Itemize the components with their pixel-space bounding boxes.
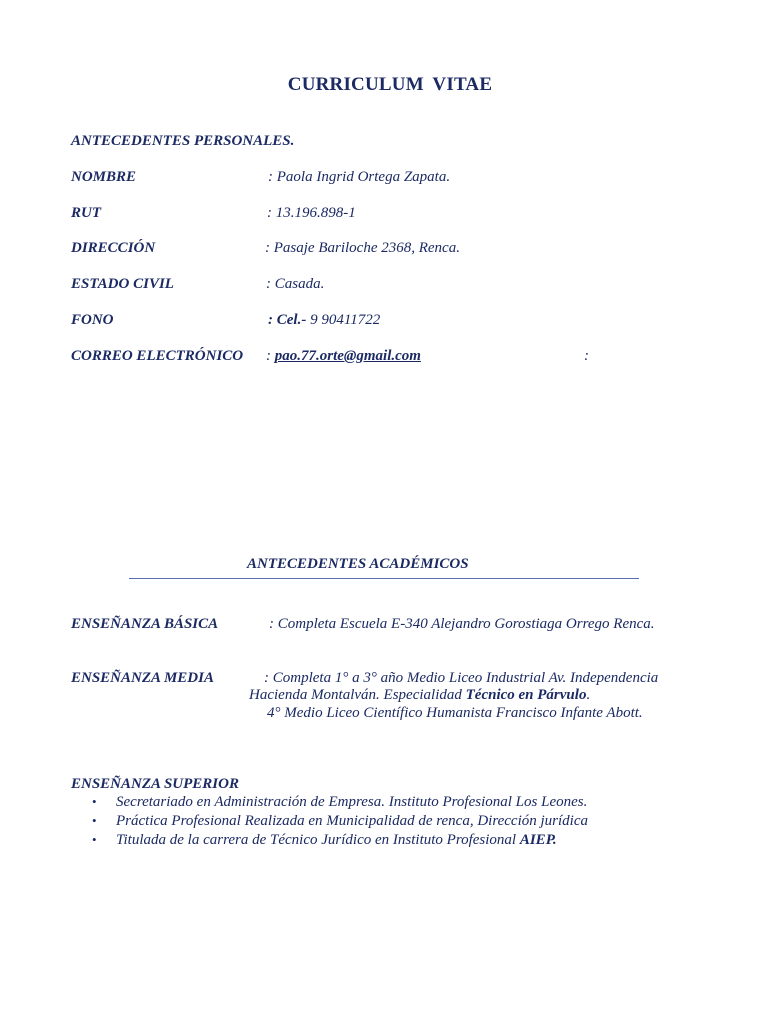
media-label: ENSEÑANZA MEDIA	[71, 670, 214, 686]
superior-list	[92, 794, 588, 851]
basica-label: ENSEÑANZA BÁSICA	[71, 616, 219, 632]
media-line-2-end: .	[586, 687, 591, 703]
media-line-3: 4° Medio Liceo Científico Humanista Francisco Infante Abott.	[267, 705, 643, 721]
estado-civil-value: : Casada.	[266, 276, 325, 292]
superior-label: ENSEÑANZA SUPERIOR	[71, 776, 239, 792]
correo-label: CORREO ELECTRÓNICO	[71, 348, 244, 364]
email-link[interactable]: pao.77.orte@gmail.com	[274, 348, 421, 364]
list-item-bold: AIEP.	[519, 832, 557, 848]
trailing-colon: :	[584, 348, 589, 364]
fono-number: 9 90411722	[306, 312, 381, 328]
fono-prefix: : Cel.-	[268, 312, 307, 328]
list-item	[92, 794, 588, 813]
direccion-value: : Pasaje Bariloche 2368, Renca.	[265, 240, 460, 256]
bullet-icon: •	[92, 832, 97, 847]
direccion-label: DIRECCIÓN	[71, 240, 156, 256]
academic-heading: ANTECEDENTES ACADÉMICOS	[247, 556, 469, 572]
list-item	[92, 832, 588, 851]
estado-civil-label: ESTADO CIVIL	[71, 276, 174, 292]
media-line-1: : Completa 1° a 3° año Medio Liceo Industrial Av. Independencia	[264, 670, 659, 686]
page-title: CURRICULUM VITAE	[287, 74, 493, 95]
fono-label: FONO	[71, 312, 114, 328]
correo-value	[266, 348, 421, 365]
media-specialty: Técnico en Párvulo	[465, 687, 587, 703]
rut-value: : 13.196.898-1	[267, 205, 356, 221]
section-divider	[129, 578, 639, 579]
fono-value	[268, 312, 380, 329]
personal-heading: ANTECEDENTES PERSONALES.	[71, 133, 295, 149]
media-line-2-text: Hacienda Montalván. Especialidad	[249, 687, 466, 703]
bullet-icon: •	[92, 794, 97, 809]
list-item-text: Práctica Profesional Realizada en Municipalidad de renca, Dirección jurídica	[116, 813, 588, 829]
nombre-value: : Paola Ingrid Ortega Zapata.	[268, 169, 451, 185]
bullet-icon: •	[92, 813, 97, 828]
media-line-2	[249, 687, 590, 704]
correo-colon: :	[266, 348, 271, 364]
basica-value: : Completa Escuela E-340 Alejandro Gorostiaga Orrego Renca.	[269, 616, 655, 632]
list-item-text: Titulada de la carrera de Técnico Jurídico en Instituto Profesional	[116, 832, 520, 848]
nombre-label: NOMBRE	[71, 169, 137, 185]
rut-label: RUT	[71, 205, 101, 221]
list-item	[92, 813, 588, 832]
list-item-text: Secretariado en Administración de Empresa. Instituto Profesional Los Leones.	[116, 794, 588, 810]
